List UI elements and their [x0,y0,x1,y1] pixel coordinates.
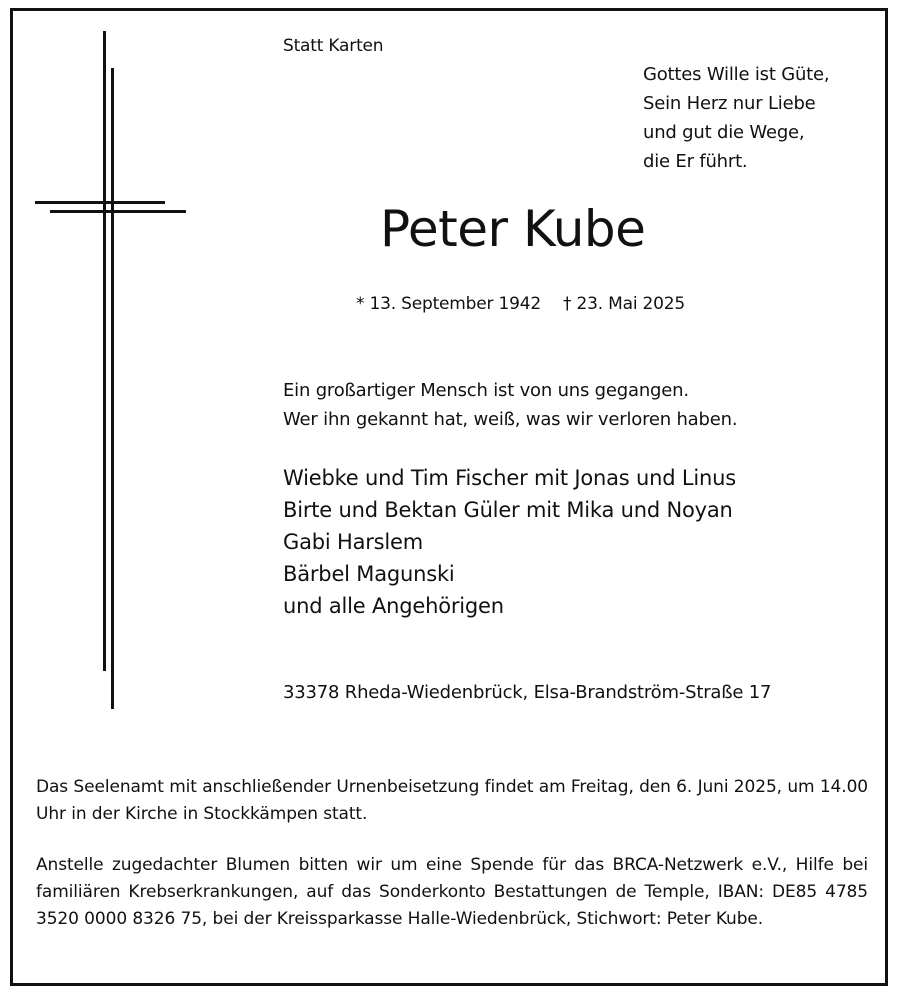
life-dates [356,294,685,314]
donation-paragraph: Anstelle zugedachter Blumen bitten wir um eine Spende für das BRCA-Netzwerk e.V., Hilfe bei familiären Krebserkrankungen, auf das Sonderkonto Bestattungen de Temple, IBAN: DE85 4785 3520 0000 8326 75, bei der Kreissparkasse Halle-Wiedenbrück, Stichwort: Peter Kube. [36,855,868,929]
motto-verse [643,60,829,176]
mourner-entry: Birte und Bektan Güler mit Mika und Noyan [283,498,733,522]
mourner-entry: Bärbel Magunski [283,562,455,586]
family-address: 33378 Rheda-Wiedenbrück, Elsa-Brandström-Straße 17 [283,682,772,703]
tribute-line: Wer ihn gekannt hat, weiß, was wir verloren haben. [283,409,738,430]
cross-horizontal-top [35,201,165,204]
motto-line: die Er führt. [643,151,748,172]
mourners-list [283,462,736,622]
tribute-line: Ein großartiger Mensch ist von uns gegangen. [283,380,689,401]
cross-vertical-right [111,68,114,709]
mourner-entry: Wiebke und Tim Fischer mit Jonas und Linus [283,466,736,490]
motto-line: und gut die Wege, [643,122,805,143]
tribute-text [283,376,737,434]
service-paragraph: Das Seelenamt mit anschließender Urnenbeisetzung findet am Freitag, den 6. Juni 2025, um 14.00 Uhr in der Kirche in Stockkämpen statt. [36,777,868,824]
motto-line: Gottes Wille ist Güte, [643,64,830,85]
birth-date: * 13. September 1942 [356,294,541,314]
death-date: † 23. Mai 2025 [562,294,686,314]
motto-line: Sein Herz nur Liebe [643,93,816,114]
header-note: Statt Karten [283,36,384,56]
mourner-entry: Gabi Harslem [283,530,424,554]
mourner-entry: und alle Angehörigen [283,594,504,618]
cross-vertical-left [103,31,106,671]
deceased-name: Peter Kube [380,200,646,258]
cross-horizontal-bottom [50,210,186,213]
